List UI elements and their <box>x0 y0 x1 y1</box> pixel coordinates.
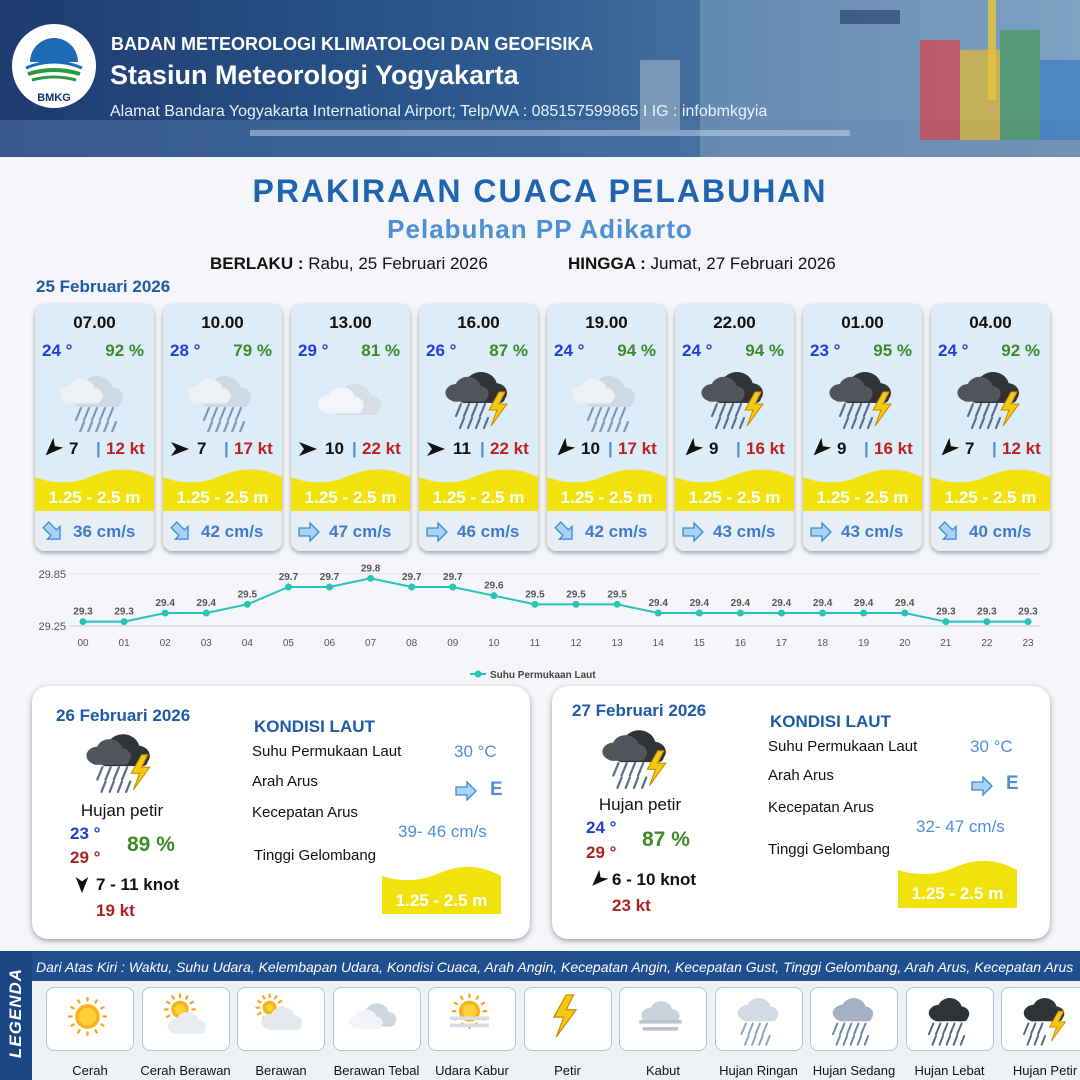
legend-label: Petir <box>554 1063 581 1078</box>
data-label: 29.4 <box>730 598 751 609</box>
card-wind <box>681 438 791 460</box>
header-banner <box>0 0 1080 157</box>
x-tick-label: 00 <box>77 638 89 649</box>
card-wind <box>425 438 535 460</box>
day3-current-speed: 32- 47 cm/s <box>916 817 1005 836</box>
legend-label: Berawan Tebal <box>333 1063 420 1078</box>
card-wind-speed: 10 <box>581 439 600 458</box>
data-point <box>983 618 990 625</box>
data-label: 29.3 <box>114 606 134 618</box>
data-point <box>80 618 87 625</box>
card-wind-speed: 7 <box>197 439 207 458</box>
x-tick-label: 18 <box>817 638 829 649</box>
day2-current-dir: E <box>490 779 503 800</box>
x-tick-label: 19 <box>858 638 870 649</box>
card-wind <box>297 438 407 460</box>
page-title: PRAKIRAAN CUACA PELABUHAN <box>252 173 828 209</box>
current-arrow-icon <box>297 520 321 544</box>
legend-label: Kabut <box>646 1063 680 1078</box>
card-current-speed: 46 cm/s <box>457 522 520 541</box>
card-current-speed: 36 cm/s <box>73 522 136 541</box>
x-tick-label: 13 <box>611 638 623 649</box>
card-current-speed: 40 cm/s <box>969 522 1032 541</box>
x-tick-label: 22 <box>981 638 993 649</box>
card-separator: | <box>224 439 229 458</box>
day2-temp-min: 23 ° <box>70 824 101 843</box>
card-separator: | <box>736 439 741 458</box>
light-rain-icon <box>189 364 257 432</box>
legend-swatch-dot <box>475 671 482 678</box>
x-tick-label: 01 <box>118 638 130 649</box>
day3-current-dir-label: Arah Arus <box>768 767 834 784</box>
card-wind-speed: 9 <box>837 439 847 458</box>
wind-direction-icon <box>425 438 447 460</box>
legend-item <box>524 987 612 1051</box>
forecast-card <box>419 304 538 551</box>
card-humidity: 95 % <box>873 341 912 360</box>
data-label: 29.7 <box>401 572 422 583</box>
wind-direction-icon <box>72 875 92 895</box>
card-temperature: 29 ° <box>298 341 329 360</box>
data-label: 29.3 <box>936 606 956 618</box>
station-address: Alamat Bandara Yogyakarta International Airport; Telp/WA : 085157599865 I IG : infobmkgyia <box>110 103 768 120</box>
card-time: 22.00 <box>713 313 756 332</box>
x-tick-label: 11 <box>529 638 541 649</box>
day2-current-speed-label: Kecepatan Arus <box>252 804 358 821</box>
day3-condition: Hujan petir <box>598 795 682 814</box>
card-temperature: 24 ° <box>42 341 73 360</box>
day2-current-speed: 39- 46 cm/s <box>398 822 487 841</box>
data-point <box>203 610 210 617</box>
valid-to: HINGGA : Jumat, 27 Februari 2026 <box>568 254 836 273</box>
x-tick-label: 10 <box>488 638 500 649</box>
day2-gust: 19 kt <box>96 901 135 920</box>
day2-date: 26 Februari 2026 <box>56 706 191 725</box>
legend-item <box>142 987 230 1051</box>
sun-cloud-icon <box>157 990 217 1050</box>
thunderstorm-icon <box>445 364 513 432</box>
day3-temp-max: 29 ° <box>586 843 617 862</box>
day2-summary <box>32 686 530 939</box>
card-time: 01.00 <box>841 313 884 332</box>
card-time: 19.00 <box>585 313 628 332</box>
card-current-speed: 43 cm/s <box>841 522 904 541</box>
card-temperature: 26 ° <box>426 341 457 360</box>
card-current-speed: 42 cm/s <box>585 522 648 541</box>
card-wind-speed: 10 <box>325 439 344 458</box>
day3-sst: 30 °C <box>970 737 1013 756</box>
light-rain-icon <box>61 364 129 432</box>
card-temperature: 23 ° <box>810 341 841 360</box>
data-point <box>778 610 785 617</box>
current-arrow-icon <box>681 520 705 544</box>
legend-label: Cerah Berawan <box>140 1063 231 1078</box>
x-tick-label: 21 <box>940 638 952 649</box>
card-time: 07.00 <box>73 313 116 332</box>
card-gust: 12 kt <box>106 439 145 458</box>
x-tick-label: 17 <box>775 638 788 649</box>
wind-direction-icon <box>588 870 608 890</box>
current-arrow-icon <box>41 520 65 544</box>
current-arrow-icon <box>968 775 996 797</box>
day2-sst: 30 °C <box>454 742 497 761</box>
data-point <box>449 584 456 591</box>
card-wave-height: 1.25 - 2.5 m <box>304 488 397 507</box>
card-temperature: 24 ° <box>554 341 585 360</box>
card-wave-height: 1.25 - 2.5 m <box>944 488 1037 507</box>
legend-item <box>1001 987 1080 1051</box>
data-point <box>162 610 169 617</box>
day3-sea-title: KONDISI LAUT <box>770 712 891 731</box>
thunderstorm-icon <box>80 726 162 796</box>
y-tick-label: 29.85 <box>38 569 66 581</box>
bmkg-logo <box>12 24 96 108</box>
fog-icon <box>634 990 694 1050</box>
day3-sst-label: Suhu Permukaan Laut <box>768 738 918 755</box>
data-point <box>901 610 908 617</box>
legend-item <box>715 987 803 1051</box>
x-tick-label: 02 <box>159 638 171 649</box>
current-arrow-icon <box>937 520 961 544</box>
thunderstorm-icon <box>701 364 769 432</box>
data-label: 29.4 <box>895 598 915 609</box>
card-temperature: 28 ° <box>170 341 201 360</box>
legend-title-bar <box>0 951 32 1080</box>
card-current-speed: 43 cm/s <box>713 522 776 541</box>
x-tick-label: 14 <box>652 638 664 649</box>
legend-item <box>237 987 325 1051</box>
day2-current-dir-label: Arah Arus <box>252 773 318 790</box>
moderate-rain-icon <box>825 990 885 1050</box>
day3-temp-min: 24 ° <box>586 818 617 837</box>
card-humidity: 92 % <box>1001 341 1040 360</box>
legend-label: Udara Kabur <box>435 1063 509 1078</box>
day2-wave: 1.25 - 2.5 m <box>395 891 488 910</box>
card-gust: 17 kt <box>234 439 273 458</box>
card-current-speed: 47 cm/s <box>329 522 392 541</box>
data-point <box>696 610 703 617</box>
card-temperature: 24 ° <box>682 341 713 360</box>
thunderstorm-icon <box>957 364 1025 432</box>
data-point <box>490 592 497 599</box>
light-rain-icon <box>573 364 641 432</box>
x-tick-label: 16 <box>734 638 746 649</box>
card-wind <box>809 438 919 460</box>
page-subtitle: Pelabuhan PP Adikarto <box>387 214 693 244</box>
x-tick-label: 12 <box>570 638 582 649</box>
data-point <box>655 610 662 617</box>
valid-from: BERLAKU : Rabu, 25 Februari 2026 <box>210 254 488 273</box>
cloudy-icon <box>252 990 312 1050</box>
legend-title: LEGENDA <box>6 967 25 1059</box>
wind-direction-icon <box>169 438 191 460</box>
card-current <box>35 512 154 551</box>
card-time: 04.00 <box>969 313 1012 332</box>
card-wave-height: 1.25 - 2.5 m <box>560 488 653 507</box>
bmkg-logo-icon <box>12 24 96 108</box>
x-tick-label: 09 <box>447 638 459 649</box>
data-label: 29.3 <box>73 606 93 618</box>
data-point <box>737 610 744 617</box>
card-current <box>931 512 1050 551</box>
card-humidity: 79 % <box>233 341 272 360</box>
card-gust: 12 kt <box>1002 439 1041 458</box>
card-gust: 16 kt <box>746 439 785 458</box>
card-wave-height: 1.25 - 2.5 m <box>432 488 525 507</box>
thunderstorm-icon <box>596 722 678 792</box>
day3-current-dir: E <box>1006 773 1019 794</box>
card-separator: | <box>96 439 101 458</box>
day2-temp-max: 29 ° <box>70 848 101 867</box>
legend-label: Hujan Lebat <box>914 1063 985 1078</box>
card-wind <box>553 438 663 460</box>
day2-wave-label: Tinggi Gelombang <box>254 847 377 864</box>
data-label: 29.6 <box>484 580 504 592</box>
data-label: 29.5 <box>607 589 627 601</box>
data-label: 29.7 <box>319 572 340 583</box>
data-point <box>326 584 333 591</box>
day3-current-speed-label: Kecepatan Arus <box>768 799 874 816</box>
day1-date: 25 Februari 2026 <box>36 277 171 296</box>
day3-wind: 6 - 10 knot <box>612 870 697 889</box>
legend-item <box>906 987 994 1051</box>
data-point <box>573 601 580 608</box>
legend-item <box>428 987 516 1051</box>
card-humidity: 81 % <box>361 341 400 360</box>
thunderstorm-icon <box>829 364 897 432</box>
card-wind <box>169 438 279 460</box>
data-point <box>531 601 538 608</box>
wind-direction-icon <box>681 438 703 460</box>
x-tick-label: 04 <box>241 638 253 649</box>
y-tick-label: 29.25 <box>38 621 66 633</box>
card-time: 13.00 <box>329 313 372 332</box>
card-wind <box>937 438 1047 460</box>
card-wave-height: 1.25 - 2.5 m <box>176 488 269 507</box>
data-label: 29.8 <box>360 563 381 575</box>
card-time: 10.00 <box>201 313 244 332</box>
data-point <box>614 601 621 608</box>
x-tick-label: 07 <box>365 638 377 649</box>
chart-legend-label: Suhu Permukaan Laut <box>490 670 596 681</box>
day2-humidity: 89 % <box>127 833 175 856</box>
day3-humidity: 87 % <box>642 828 690 851</box>
data-point <box>285 584 292 591</box>
card-separator: | <box>480 439 485 458</box>
day2-sst-label: Suhu Permukaan Laut <box>252 743 402 760</box>
data-label: 29.7 <box>443 572 463 583</box>
data-label: 29.5 <box>525 589 545 601</box>
thick-cloud-icon <box>348 990 408 1050</box>
x-tick-label: 08 <box>406 638 418 649</box>
current-arrow-icon <box>425 520 449 544</box>
card-wind <box>41 438 151 460</box>
legend-item <box>46 987 134 1051</box>
forecast-card <box>675 304 794 551</box>
x-tick-label: 05 <box>282 638 294 649</box>
current-arrow-icon <box>452 780 480 802</box>
day2-sea-title: KONDISI LAUT <box>254 717 375 736</box>
card-separator: | <box>608 439 613 458</box>
data-label: 29.3 <box>1018 606 1038 618</box>
data-point <box>819 610 826 617</box>
card-wave-height: 1.25 - 2.5 m <box>816 488 909 507</box>
data-point <box>121 618 128 625</box>
forecast-card <box>291 304 410 551</box>
data-label: 29.4 <box>689 598 710 609</box>
wind-direction-icon <box>553 438 575 460</box>
forecast-card <box>35 304 154 551</box>
forecast-card <box>931 304 1050 551</box>
svg-text:BMKG: BMKG <box>37 92 71 104</box>
card-wave-height: 1.25 - 2.5 m <box>688 488 781 507</box>
card-time: 16.00 <box>457 313 500 332</box>
card-gust: 22 kt <box>362 439 401 458</box>
data-label: 29.4 <box>771 598 792 609</box>
data-label: 29.5 <box>566 589 586 601</box>
card-current-speed: 42 cm/s <box>201 522 264 541</box>
sst-line <box>83 578 1028 621</box>
card-separator: | <box>864 439 869 458</box>
wind-direction-icon <box>41 438 63 460</box>
current-arrow-icon <box>809 520 833 544</box>
org-name: BADAN METEOROLOGI KLIMATOLOGI DAN GEOFISIKA <box>111 34 594 54</box>
card-gust: 17 kt <box>618 439 657 458</box>
card-wind-speed: 7 <box>69 439 79 458</box>
legend-label: Hujan Ringan <box>719 1063 798 1078</box>
day3-date: 27 Februari 2026 <box>572 701 707 720</box>
x-tick-label: 20 <box>899 638 911 649</box>
data-label: 29.4 <box>155 598 175 609</box>
heavy-rain-icon <box>921 990 981 1050</box>
data-label: 29.5 <box>237 589 258 601</box>
forecast-card <box>547 304 666 551</box>
card-current <box>163 512 282 551</box>
data-point <box>942 618 949 625</box>
legend-label: Berawan <box>255 1063 307 1078</box>
data-label: 29.3 <box>977 606 997 618</box>
day3-gust: 23 kt <box>612 896 651 915</box>
legend-label: Cerah <box>72 1063 108 1078</box>
light-rain-icon <box>730 990 790 1050</box>
card-current <box>675 512 794 551</box>
legend-description: Dari Atas Kiri : Waktu, Suhu Udara, Kelembapan Udara, Kondisi Cuaca, Arah Angin, Kecepatan Angin, Kecepatan Gust, Tinggi Gelombang, Arah Arus, Kecepatan Arus <box>36 959 1074 975</box>
legend-item <box>619 987 707 1051</box>
day3-wave-label: Tinggi Gelombang <box>768 841 891 858</box>
day3-wave: 1.25 - 2.5 m <box>911 884 1004 903</box>
data-point <box>860 610 867 617</box>
data-point <box>244 601 251 608</box>
x-tick-label: 15 <box>693 638 705 649</box>
data-point <box>408 584 415 591</box>
card-current <box>547 512 666 551</box>
wind-direction-icon <box>809 438 831 460</box>
lightning-icon <box>539 990 599 1050</box>
x-tick-label: 03 <box>200 638 212 649</box>
card-wind-speed: 9 <box>709 439 719 458</box>
legend-item <box>810 987 898 1051</box>
card-gust: 16 kt <box>874 439 913 458</box>
day2-wind: 7 - 11 knot <box>96 875 180 894</box>
thunderstorm-icon <box>1016 990 1076 1050</box>
data-label: 29.4 <box>812 598 833 609</box>
card-humidity: 94 % <box>745 341 784 360</box>
card-wind-speed: 7 <box>965 439 975 458</box>
card-separator: | <box>352 439 357 458</box>
thick-cloud-icon <box>317 364 385 432</box>
x-tick-label: 06 <box>323 638 336 649</box>
card-temperature: 24 ° <box>938 341 969 360</box>
haze-icon <box>443 990 503 1050</box>
data-label: 29.4 <box>648 598 668 609</box>
day2-condition: Hujan petir <box>80 801 164 820</box>
card-gust: 22 kt <box>490 439 529 458</box>
card-wave-height: 1.25 - 2.5 m <box>48 488 141 507</box>
card-current <box>419 512 538 551</box>
forecast-card <box>803 304 922 551</box>
card-current <box>291 512 410 551</box>
x-tick-label: 23 <box>1022 638 1034 649</box>
legend-label: Hujan Sedang <box>812 1063 896 1078</box>
card-humidity: 92 % <box>105 341 144 360</box>
legend-label: Hujan Petir <box>1012 1063 1078 1078</box>
wind-direction-icon <box>937 438 959 460</box>
station-name: Stasiun Meteorologi Yogyakarta <box>110 60 519 90</box>
card-humidity: 87 % <box>489 341 528 360</box>
data-point <box>367 575 374 582</box>
wind-direction-icon <box>297 438 319 460</box>
day3-summary <box>552 686 1050 939</box>
data-label: 29.7 <box>278 572 299 583</box>
card-current <box>803 512 922 551</box>
forecast-card <box>163 304 282 551</box>
legend-item <box>333 987 421 1051</box>
card-wind-speed: 11 <box>453 439 471 458</box>
data-label: 29.4 <box>196 598 216 609</box>
data-point <box>1025 618 1032 625</box>
card-separator: | <box>992 439 997 458</box>
data-label: 29.4 <box>853 598 874 609</box>
current-arrow-icon <box>169 520 193 544</box>
current-arrow-icon <box>553 520 577 544</box>
sea-temp-chart <box>0 560 1080 685</box>
sun-icon <box>61 990 121 1050</box>
card-humidity: 94 % <box>617 341 656 360</box>
